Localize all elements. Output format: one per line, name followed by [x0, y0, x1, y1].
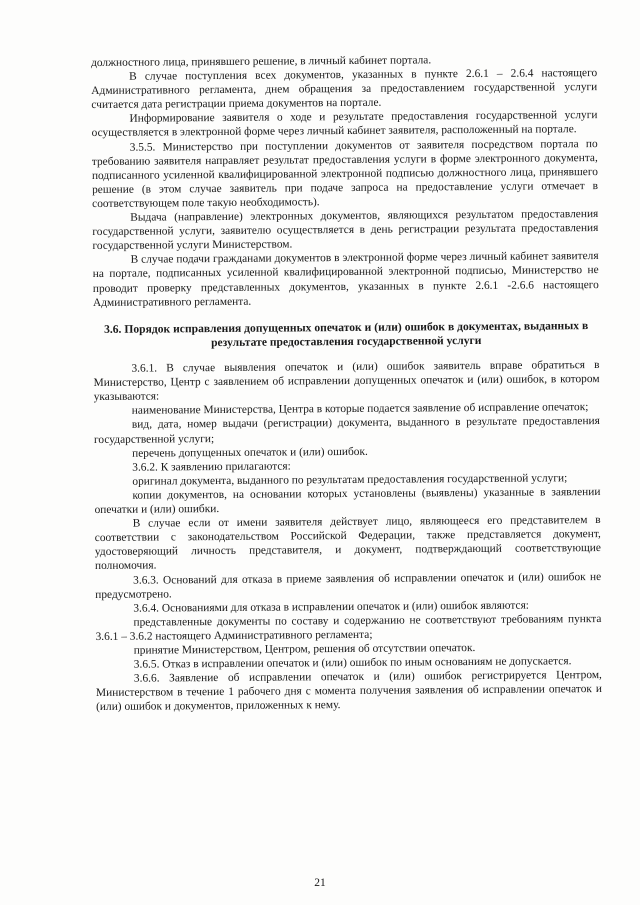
paragraph: вид, дата, номер выдачи (регистрации) документа, выданного в результате предоставления государственной услуги; — [93, 415, 600, 446]
paragraph: 3.6.4. Основаниями для отказа в исправлении опечаток и (или) ошибок являются: — [133, 599, 529, 615]
paragraph: наименование Министерства, Центра в которые подается заявление об исправление опечаток; — [131, 401, 589, 418]
paragraph: копии документов, на основании которых установлены (выявлены) указанные в заявлении опечатки и (или) ошибки. — [94, 485, 601, 517]
paragraph: В случае если от имени заявителя действует лицо, являющееся его представителем в соответствии с законодательством Российской Федерации, также представляется документ, удостоверяющий личность представителя, и документ, подтверждающий соответствующие полномочия. — [94, 514, 601, 573]
paragraph: Выдача (направление) электронных документов, являющихся результатом предоставления государственной услуги, заявителю осуществляется в день регистрации результата предоставления государственной услуги Министерством. — [92, 208, 599, 253]
paragraph: перечень допущенных опечаток и (или) ошибок. — [132, 445, 368, 460]
section-heading: 3.6. Порядок исправления допущенных опечаток и (или) ошибок в документах, выданных в результате предоставления государственной услуги — [103, 318, 589, 349]
paragraph: принятие Министерством, Центром, решения об отсутствии опечаток. — [133, 641, 476, 657]
paragraph: 3.6.3. Оснований для отказа в приеме заявления об исправлении опечаток и (или) ошибок не предусмотрено. — [95, 570, 602, 601]
paragraph: 3.5.5. Министерство при поступлении документов от заявителя посредством портала по требованию заявителя направляет результат предоставления услуги в форме электронного документа, подписанного усиленной квалифицированной электронной подписью должностного лица, принявшего решение (в этом случае заявитель при подаче запроса на предоставление услуги отмечает в соответствующем поле такую необходимость). — [91, 137, 599, 210]
paragraph: В случае подачи гражданами документов в электронной форме через личный кабинет заявителя на портале, подписанных усиленной квалифицированной электронной подписью, Министерство не проводит проверку представленных документов, указанных в пункте 2.6.1 -2.6.6 настоящего Административного регламента. — [92, 250, 599, 309]
paragraph: оригинал документа, выданного по результатам предоставления государственной услуги; — [132, 472, 568, 488]
page-number: 21 — [314, 877, 326, 889]
paragraph: должностного лица, принявшего решение, в личный кабинет портала. — [91, 54, 432, 69]
paragraph: 3.6.5. Отказ в исправлении опечаток и (или) ошибок по иным основаниям не допускается. — [133, 655, 572, 671]
paragraph: В случае поступления всех документов, указанных в пункте 2.6.1 – 2.6.4 настоящего Административного регламента, днем обращения за предоставлением государственной услуги считается дата регистрации приема документов на портале. — [91, 67, 598, 112]
paragraph: 3.6.1. В случае выявления опечаток и (или) ошибок заявитель вправе обратиться в Министерство, Центр с заявлением об исправлении допущенных опечаток и (или) ошибок, в котором указываются: — [93, 359, 600, 404]
paragraph: Информирование заявителя о ходе и результате предоставления государственной услуги осуществляется в электронной форме через личный кабинет заявителя, расположенный на портале. — [91, 109, 598, 140]
paragraph: представленные документы по составу и содержанию не соответствуют требованиям пункта 3.6.1 – 3.6.2 настоящего Административного регламента; — [95, 612, 602, 643]
paragraph: 3.6.2. К заявлению прилагаются: — [132, 460, 291, 474]
document-body — [91, 52, 602, 714]
paragraph: 3.6.6. Заявление об исправлении опечаток и (или) ошибок регистрируется Центром, Министерством в течение 1 рабочего дня с момента получения заявления об исправлении опечаток и (или) ошибок и документов, приложенных к нему. — [95, 669, 603, 714]
